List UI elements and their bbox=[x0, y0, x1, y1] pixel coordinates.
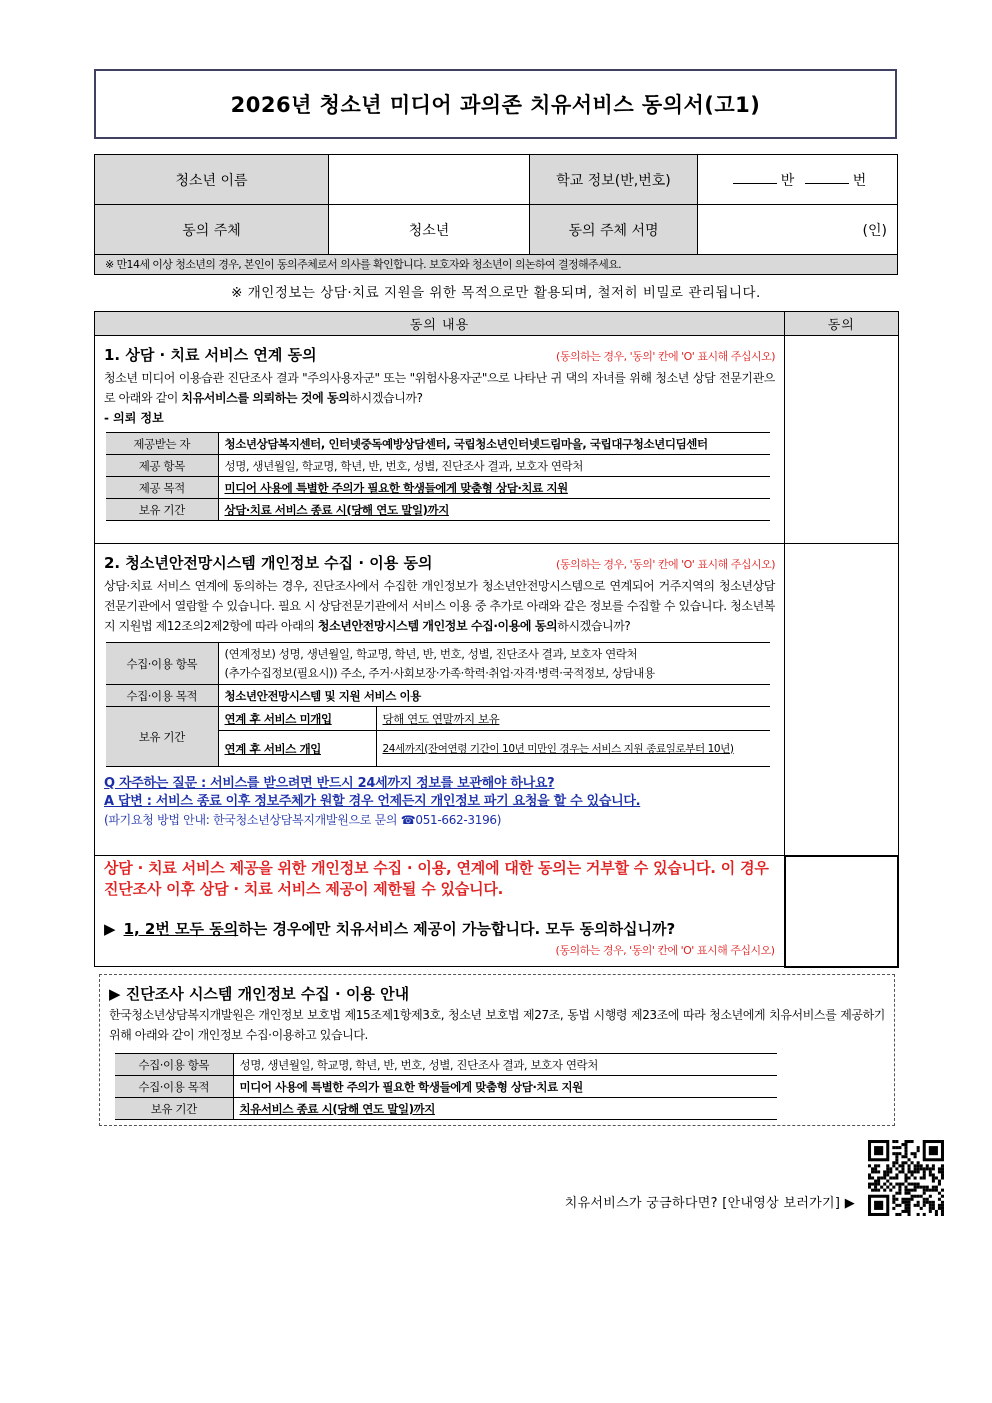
refusal-warning: 상담 · 치료 서비스 제공을 위한 개인정보 수집 · 이용, 연계에 대한 동의는 거부할 수 있습니다. 이 경우 진단조사 이후 상담 · 치료 서비스 제공이 제한될 수 있습니다. bbox=[104, 859, 769, 898]
row-value: 미디어 사용에 특별한 주의가 필요한 학생들에게 맞춤형 상담·치료 지원 bbox=[224, 480, 568, 495]
table-row bbox=[106, 685, 770, 707]
period-b-value-cell bbox=[376, 731, 770, 767]
signature-label: 동의 주체 서명 bbox=[530, 205, 698, 255]
row-value: 상담·치료 서비스 종료 시(당해 연도 말일)까지 bbox=[224, 502, 449, 517]
table-row bbox=[106, 643, 770, 685]
row-label: 보유 기간 bbox=[106, 499, 218, 521]
period-b-value: 24세까지(잔여연령 기간이 10년 미만인 경우는 서비스 지원 종료일로부터 10년) bbox=[382, 742, 734, 755]
row-label: 제공받는 자 bbox=[106, 433, 218, 455]
faq-contact: (파기요청 방법 안내: 한국청소년상담복지개발원으로 문의 ☎051-662-3196) bbox=[104, 813, 502, 827]
final-question-underlined: 1, 2번 모두 동의 bbox=[123, 920, 239, 938]
page-title: 2026년 청소년 미디어 과의존 치유서비스 동의서(고1) bbox=[230, 93, 761, 117]
final-agree-box[interactable] bbox=[785, 856, 899, 967]
table-row bbox=[106, 477, 770, 499]
row-value: 성명, 생년월일, 학교명, 학년, 반, 번호, 성별, 진단조사 결과, 보호자 연락처 bbox=[218, 455, 770, 477]
agree-header: 동의 bbox=[785, 312, 899, 336]
row-label: 제공 항목 bbox=[106, 455, 218, 477]
section1-agree-box[interactable] bbox=[785, 336, 899, 544]
period-b-label-cell bbox=[218, 731, 376, 767]
privacy-notice: ※ 개인정보는 상담·치료 지원을 위한 목적으로만 활용되며, 철저히 비밀로 관리됩니다. bbox=[231, 285, 761, 301]
section2-agree-box[interactable] bbox=[785, 544, 899, 856]
content-header: 동의 내용 bbox=[95, 312, 785, 336]
guide-text: 한국청소년상담복지개발원은 개인정보 보호법 제15조제1항제3호, 청소년 보호법 제27조, 동법 시행령 제23조에 따라 청소년에게 치유서비스를 제공하기 위해 아래와 같이 개인정보 수집·이용하고 있습니다. bbox=[109, 1008, 885, 1042]
guide-box bbox=[99, 974, 895, 1126]
row-label: 수집·이용 항목 bbox=[115, 1054, 233, 1076]
section1-text-a: 청소년 미디어 이용습관 진단조사 결과 "주의사용자군" 또는 "위험사용자군"으로 나타난 귀 댁의 자녀를 위해 청소년 상담 전문기관으로 아래와 같이 bbox=[104, 371, 775, 405]
period-a-value: 당해 연도 연말까지 보유 bbox=[382, 711, 500, 726]
consent-table bbox=[94, 311, 899, 968]
row-value: 성명, 생년월일, 학교명, 학년, 반, 번호, 성별, 진단조사 결과, 보호자 연락처 bbox=[233, 1054, 777, 1076]
row-value-cell bbox=[218, 499, 770, 521]
qr-code-icon[interactable] bbox=[868, 1140, 944, 1216]
row-label: 제공 목적 bbox=[106, 477, 218, 499]
section1-title: 1. 상담 · 치료 서비스 연계 동의 bbox=[104, 346, 317, 364]
row-value-cell bbox=[233, 1098, 777, 1120]
period-a-label-cell bbox=[218, 707, 376, 731]
faq-question: Q 자주하는 질문 : 서비스를 받으려면 반드시 24세까지 정보를 보관해야 하나요? bbox=[104, 776, 555, 791]
period-b-label: 연계 후 서비스 개입 bbox=[224, 741, 321, 756]
section2-cell bbox=[95, 544, 785, 856]
table-row bbox=[115, 1054, 777, 1076]
period-a-label: 연계 후 서비스 미개입 bbox=[224, 711, 332, 726]
signature-field[interactable] bbox=[698, 205, 898, 255]
section2-info-table bbox=[106, 642, 770, 767]
section1-subhead: - 의뢰 정보 bbox=[104, 411, 164, 425]
items-line2: (추가수집정보(필요시)) 주소, 주거·사회보장·가족·학력·취업·자격·병력·국적정보, 상담내용 bbox=[224, 665, 655, 680]
school-info-label: 학교 정보(반,번호) bbox=[530, 155, 698, 205]
section1-info-table bbox=[106, 432, 770, 521]
section1-text-bold: 치유서비스를 의뢰하는 것에 동의 bbox=[181, 391, 350, 405]
row-value: 청소년상담복지센터, 인터넷중독예방상담센터, 국립청소년인터넷드림마을, 국립대구청소년디딤센터 bbox=[218, 433, 770, 455]
guide-title: ▶ 진단조사 시스템 개인정보 수집 · 이용 안내 bbox=[109, 985, 410, 1003]
student-info-table bbox=[94, 154, 898, 255]
final-question bbox=[104, 918, 775, 939]
table-row bbox=[106, 707, 770, 731]
table-row bbox=[106, 499, 770, 521]
row-label: 수집·이용 목적 bbox=[106, 685, 218, 707]
row-value: 미디어 사용에 특별한 주의가 필요한 학생들에게 맞춤형 상담·치료 지원 bbox=[233, 1076, 777, 1098]
section1-text bbox=[104, 368, 775, 408]
section1-text-b: 하시겠습니까? bbox=[349, 391, 423, 405]
row-label: 보유 기간 bbox=[106, 707, 218, 767]
guide-info-table bbox=[115, 1053, 777, 1120]
section2-note: (동의하는 경우, '동의' 칸에 'O' 표시해 주십시오) bbox=[556, 558, 775, 571]
table-row bbox=[106, 433, 770, 455]
subject-value: 청소년 bbox=[329, 205, 530, 255]
items-line1: (연계정보) 성명, 생년월일, 학교명, 학년, 반, 번호, 성별, 진단조사 결과, 보호자 연락처 bbox=[224, 646, 638, 661]
video-link[interactable]: 치유서비스가 궁금하다면? [안내영상 보러가기] ▶ bbox=[564, 1196, 855, 1211]
table-row bbox=[106, 455, 770, 477]
number-unit: 번 bbox=[852, 172, 867, 189]
row-value-cell bbox=[218, 643, 770, 685]
section2-text-b: 하시겠습니까? bbox=[557, 619, 631, 633]
final-question-rest: 하는 경우에만 치유서비스 제공이 가능합니다. 모두 동의하십니까? bbox=[238, 920, 676, 938]
section1-note: (동의하는 경우, '동의' 칸에 'O' 표시해 주십시오) bbox=[556, 350, 775, 363]
name-label: 청소년 이름 bbox=[95, 155, 329, 205]
section1-cell bbox=[95, 336, 785, 544]
seal-mark: (인) bbox=[862, 222, 887, 239]
row-value: 청소년안전망시스템 및 지원 서비스 이용 bbox=[218, 685, 770, 707]
row-value: 치유서비스 종료 시(당해 연도 말일)까지 bbox=[239, 1101, 435, 1116]
subject-label: 동의 주체 bbox=[95, 205, 329, 255]
age-note-bar: ※ 만14세 이상 청소년의 경우, 본인이 동의주체로서 의사를 확인합니다. 보호자와 청소년이 의논하여 결정해주세요. bbox=[94, 255, 898, 275]
section2-text-bold: 청소년안전망시스템 개인정보 수집·이용에 동의 bbox=[317, 619, 558, 633]
faq-answer: A 답변 : 서비스 종료 이후 정보주체가 원할 경우 언제든지 개인정보 파기 요청을 할 수 있습니다. bbox=[104, 794, 641, 809]
section2-text-a: 상담·치료 서비스 연계에 동의하는 경우, 진단조사에서 수집한 개인정보가 청소년안전망시스템으로 연계되어 거주지역의 청소년상담 전문기관에서 열람할 수 있습니다. 필요 시 상담전문기관에서 서비스 이용 중 추가로 아래와 같은 정보를 수집할 수 있습니다. 청소년복지 지원법 제12조의2제2항에 따라 아래의 bbox=[104, 579, 775, 633]
final-cell bbox=[95, 856, 785, 967]
row-label: 보유 기간 bbox=[115, 1098, 233, 1120]
title-box bbox=[94, 69, 897, 139]
row-value-cell bbox=[218, 477, 770, 499]
period-a-value-cell bbox=[376, 707, 770, 731]
name-field[interactable] bbox=[329, 155, 530, 205]
row-label: 수집·이용 목적 bbox=[115, 1076, 233, 1098]
table-row bbox=[115, 1098, 777, 1120]
section2-title: 2. 청소년안전망시스템 개인정보 수집 · 이용 동의 bbox=[104, 554, 433, 572]
section2-text bbox=[104, 576, 775, 636]
school-info-field[interactable] bbox=[698, 155, 898, 205]
table-row bbox=[115, 1076, 777, 1098]
final-note: (동의하는 경우, '동의' 칸에 'O' 표시해 주십시오) bbox=[555, 944, 775, 957]
row-label: 수집·이용 항목 bbox=[106, 643, 218, 685]
class-unit: 반 bbox=[780, 172, 795, 189]
arrow-icon: ▶ bbox=[104, 920, 116, 938]
